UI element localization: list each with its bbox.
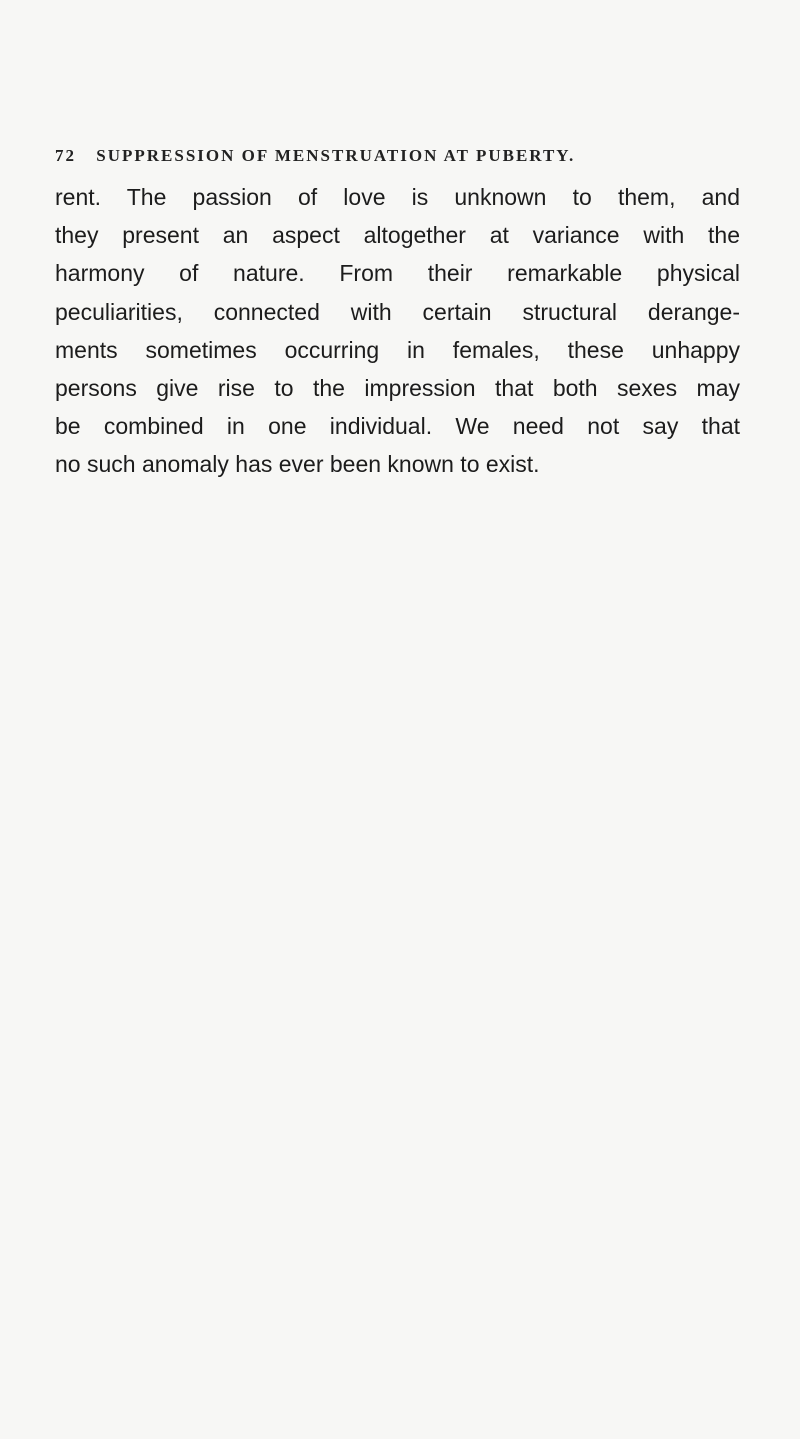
running-title: SUPPRESSION OF MENSTRUATION AT PUBERTY. [96, 146, 576, 165]
page-number: 72 [55, 146, 76, 165]
text-line: peculiarities, connected with certain structural derange- [55, 298, 740, 325]
body-paragraph [55, 178, 740, 484]
text-line: they present an aspect altogether at variance with the [55, 222, 740, 249]
text-line: be combined in one individual. We need not say that [55, 413, 740, 440]
text-line: rent. The passion of love is unknown to them, and [55, 184, 740, 210]
text-line: ments sometimes occurring in females, these unhappy [55, 336, 740, 363]
text-line: no such anomaly has ever been known to exist. [55, 451, 540, 478]
text-line: harmony of nature. From their remarkable physical [55, 260, 740, 287]
running-head [55, 146, 575, 166]
text-line: persons give rise to the impression that both sexes may [55, 374, 740, 401]
